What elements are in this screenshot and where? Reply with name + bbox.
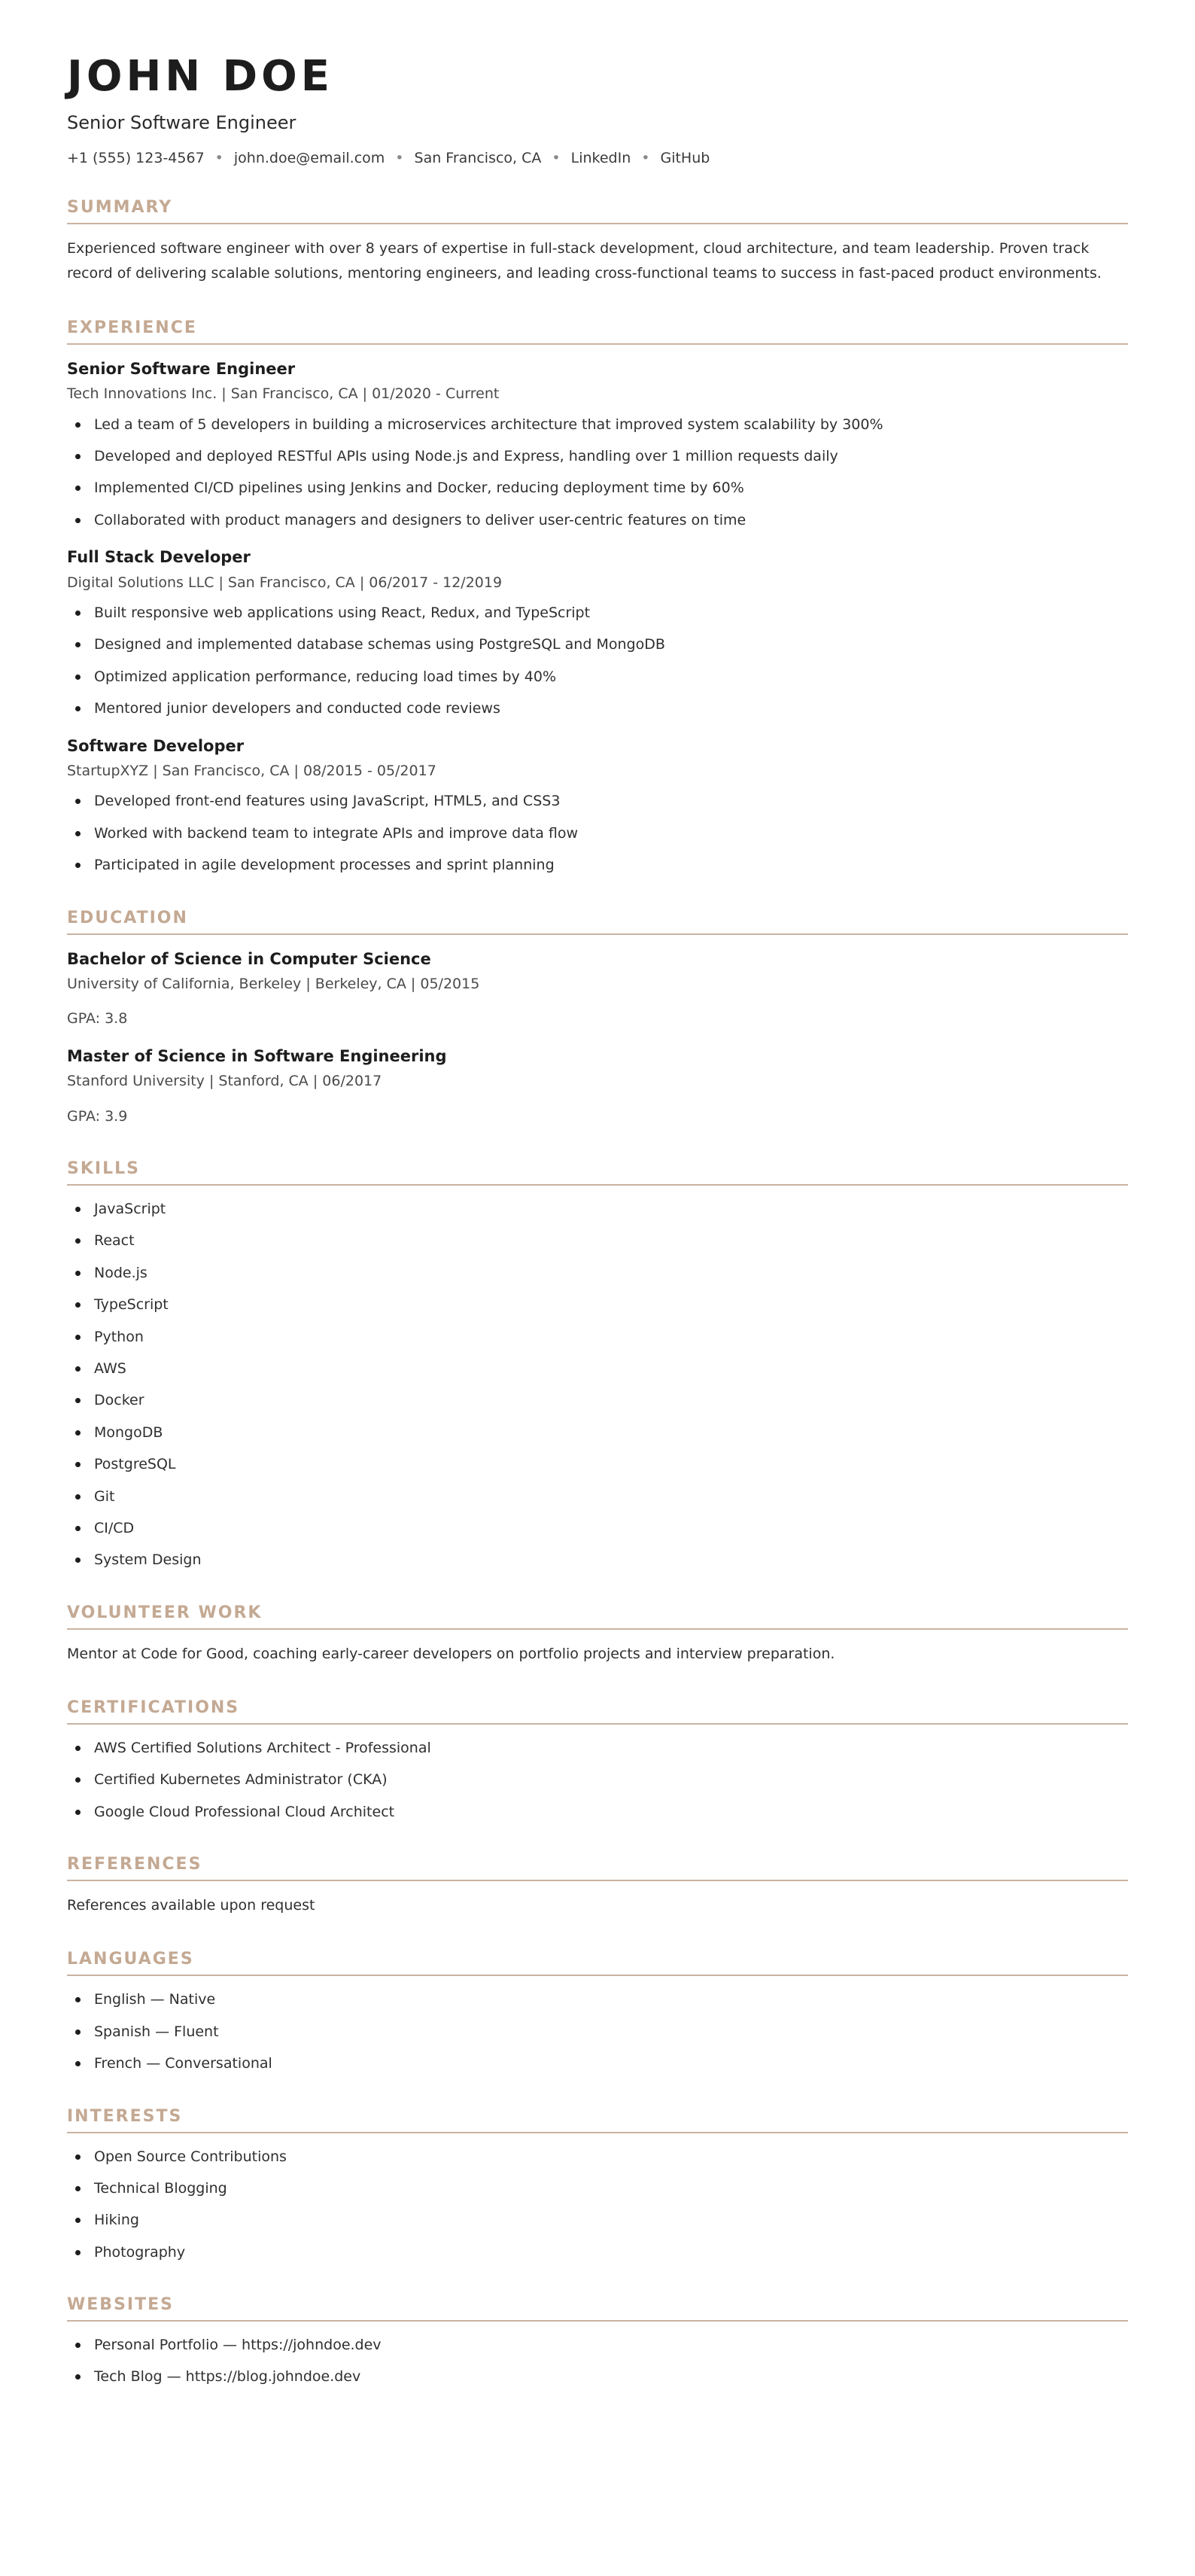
contact-github-link[interactable]: GitHub — [660, 150, 710, 167]
section-title: SKILLS — [67, 1159, 1128, 1186]
section-title: SUMMARY — [67, 198, 1128, 224]
candidate-headline: Senior Software Engineer — [67, 112, 296, 134]
website-link[interactable]: Tech Blog — https://blog.johndoe.dev — [67, 2365, 1128, 2388]
list-item: CI/CD — [67, 1517, 1128, 1539]
list-item: JavaScript — [67, 1198, 1128, 1220]
list-item: PostgreSQL — [67, 1453, 1128, 1475]
list-item: Worked with backend team to integrate APIs and improve data flow — [67, 822, 1128, 845]
education-entry — [67, 1044, 1128, 1128]
list-item: Python — [67, 1326, 1128, 1348]
skills-list — [67, 1198, 1128, 1572]
list-item: Developed front-end features using JavaScript, HTML5, and CSS3 — [67, 790, 1128, 812]
candidate-name: JOHN DOE — [67, 52, 334, 101]
degree-title: Bachelor of Science in Computer Science — [67, 949, 431, 968]
job-bullets — [67, 601, 1128, 720]
list-item: Photography — [67, 2241, 1128, 2264]
certifications-section — [67, 1698, 1128, 1823]
job-entry — [67, 357, 1128, 531]
list-item: Mentored junior developers and conducted code reviews — [67, 697, 1128, 720]
list-item: React — [67, 1229, 1128, 1252]
education-entry — [67, 947, 1128, 1031]
list-item: Developed and deployed RESTful APIs using Node.js and Express, handling over 1 million requests daily — [67, 445, 1128, 467]
summary-section — [67, 198, 1128, 287]
languages-section — [67, 1950, 1128, 2075]
section-title: REFERENCES — [67, 1855, 1128, 1881]
job-meta: StartupXYZ | San Francisco, CA | 08/2015 - 05/2017 — [67, 763, 436, 780]
contact-line — [67, 150, 1128, 166]
list-item: Built responsive web applications using React, Redux, and TypeScript — [67, 601, 1128, 624]
websites-list — [67, 2334, 1128, 2389]
degree-gpa: GPA: 3.8 — [67, 1010, 128, 1028]
job-meta: Digital Solutions LLC | San Francisco, CA | 06/2017 - 12/2019 — [67, 574, 503, 591]
list-item: Git — [67, 1485, 1128, 1508]
list-item: Collaborated with product managers and designers to deliver user-centric features on time — [67, 509, 1128, 531]
list-item: Spanish — Fluent — [67, 2020, 1128, 2043]
list-item: Led a team of 5 developers in building a microservices architecture that improved system scalability by 300% — [67, 413, 1128, 436]
list-item: Open Source Contributions — [67, 2145, 1128, 2168]
job-bullets — [67, 413, 1128, 532]
list-item: Designed and implemented database schemas using PostgreSQL and MongoDB — [67, 633, 1128, 656]
job-role: Full Stack Developer — [67, 548, 251, 567]
experience-section — [67, 318, 1128, 877]
interests-section — [67, 2107, 1128, 2264]
list-item: Technical Blogging — [67, 2177, 1128, 2200]
volunteer-section — [67, 1603, 1128, 1667]
job-role: Senior Software Engineer — [67, 359, 296, 378]
interests-list — [67, 2145, 1128, 2264]
degree-title: Master of Science in Software Engineering — [67, 1046, 447, 1065]
section-title: INTERESTS — [67, 2107, 1128, 2133]
degree-meta: University of California, Berkeley | Berkeley, CA | 05/2015 — [67, 976, 480, 993]
references-section — [67, 1855, 1128, 1918]
contact-linkedin-link[interactable]: LinkedIn — [570, 150, 631, 167]
list-item: Node.js — [67, 1262, 1128, 1284]
job-entry — [67, 545, 1128, 720]
degree-gpa: GPA: 3.9 — [67, 1107, 128, 1125]
website-link[interactable]: Personal Portfolio — https://johndoe.dev — [67, 2334, 1128, 2356]
websites-section — [67, 2295, 1128, 2389]
education-section — [67, 909, 1128, 1128]
section-title: EXPERIENCE — [67, 318, 1128, 345]
contact-separator: • — [552, 150, 561, 167]
contact-email[interactable]: john.doe@email.com — [233, 150, 385, 167]
list-item: Google Cloud Professional Cloud Architect — [67, 1801, 1128, 1823]
contact-separator: • — [641, 150, 650, 167]
job-entry — [67, 734, 1128, 877]
list-item: Implemented CI/CD pipelines using Jenkins and Docker, reducing deployment time by 60% — [67, 477, 1128, 499]
list-item: English — Native — [67, 1988, 1128, 2011]
job-meta: Tech Innovations Inc. | San Francisco, CA | 01/2020 - Current — [67, 385, 500, 403]
job-role: Software Developer — [67, 736, 245, 755]
certifications-list — [67, 1737, 1128, 1823]
list-item: Optimized application performance, reducing load times by 40% — [67, 665, 1128, 688]
contact-separator: • — [395, 150, 404, 167]
section-title: EDUCATION — [67, 909, 1128, 935]
list-item: TypeScript — [67, 1293, 1128, 1316]
list-item: Certified Kubernetes Administrator (CKA) — [67, 1768, 1128, 1791]
list-item: Docker — [67, 1389, 1128, 1411]
list-item: Participated in agile development processes and sprint planning — [67, 854, 1128, 876]
contact-location: San Francisco, CA — [414, 150, 542, 167]
list-item: AWS — [67, 1357, 1128, 1380]
degree-meta: Stanford University | Stanford, CA | 06/2017 — [67, 1073, 382, 1090]
resume-header — [67, 51, 1128, 166]
list-item: MongoDB — [67, 1421, 1128, 1444]
volunteer-text: Mentor at Code for Good, coaching early-career developers on portfolio projects and interview preparation. — [67, 1645, 835, 1662]
contact-phone: +1 (555) 123-4567 — [67, 150, 205, 167]
list-item: System Design — [67, 1548, 1128, 1571]
list-item: Hiking — [67, 2209, 1128, 2231]
job-bullets — [67, 790, 1128, 876]
list-item: French — Conversational — [67, 2052, 1128, 2075]
references-text: References available upon request — [67, 1897, 315, 1914]
contact-separator: • — [214, 150, 223, 167]
section-title: CERTIFICATIONS — [67, 1698, 1128, 1725]
summary-text: Experienced software engineer with over 8 years of expertise in full-stack development, cloud architecture, and team leadership. Proven track record of delivering scalable solutions, mentoring engineers, and leading cross-functional teams to success in fast-paced product environments. — [67, 240, 1102, 282]
section-title: LANGUAGES — [67, 1950, 1128, 1976]
skills-section — [67, 1159, 1128, 1572]
section-title: VOLUNTEER WORK — [67, 1603, 1128, 1630]
list-item: AWS Certified Solutions Architect - Professional — [67, 1737, 1128, 1759]
languages-list — [67, 1988, 1128, 2075]
section-title: WEBSITES — [67, 2295, 1128, 2322]
